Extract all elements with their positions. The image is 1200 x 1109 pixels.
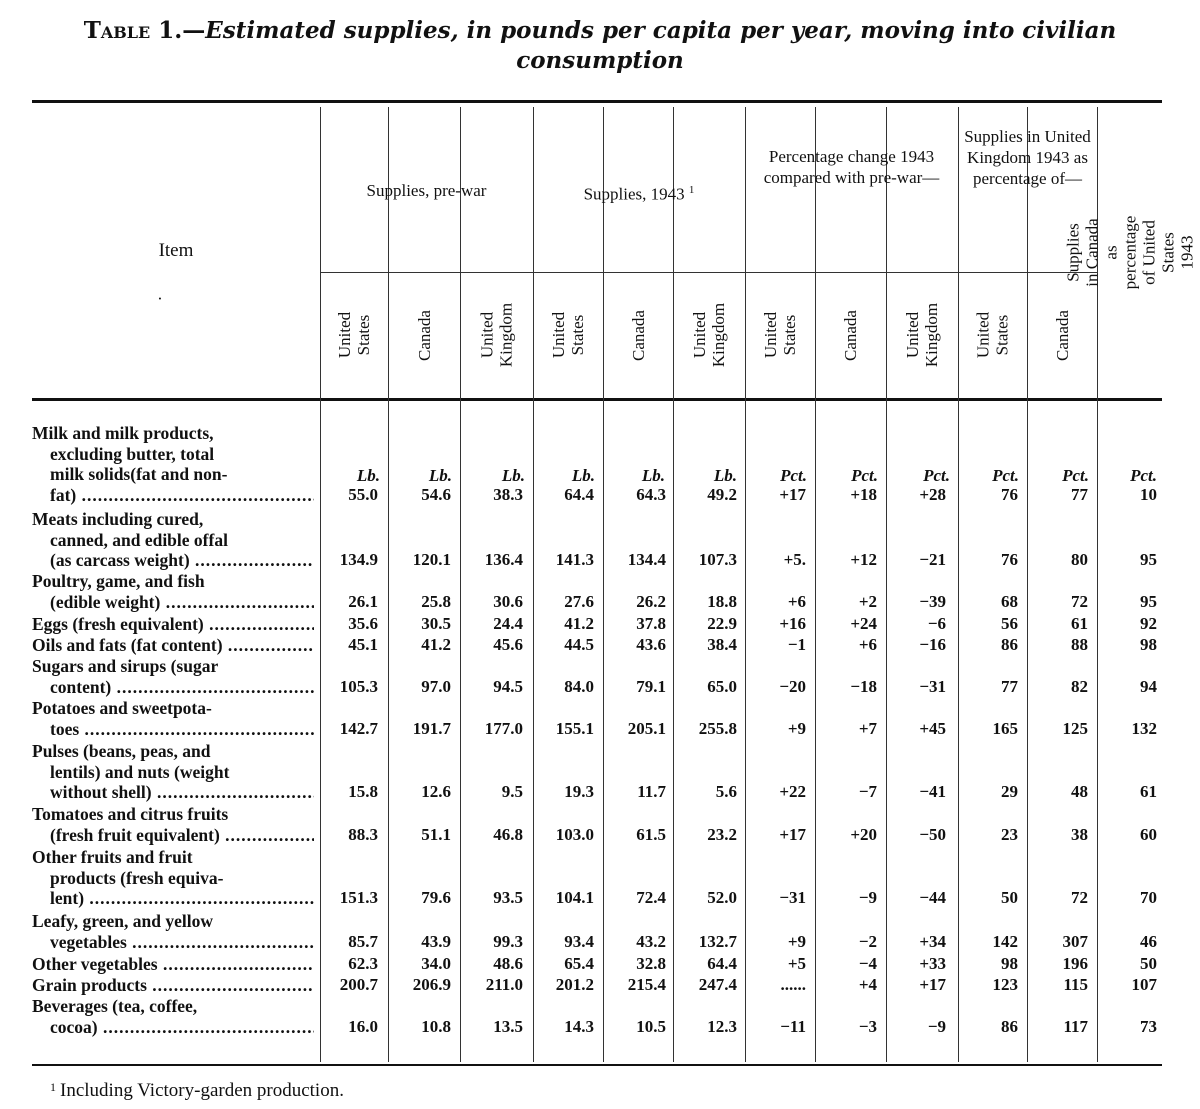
table-cell: +7: [858, 718, 877, 738]
row-item-label: [32, 954, 314, 975]
unit-label: Lb.: [428, 466, 452, 485]
row-item-label: [32, 975, 314, 996]
table-cell: 34.0: [421, 954, 451, 973]
table-cell: −39: [919, 591, 946, 611]
row-item-line: Other vegetables .....: [32, 954, 314, 975]
row-item-label: [32, 741, 314, 803]
table-cell: 191.7: [412, 718, 451, 738]
table-cell: +18: [850, 484, 877, 504]
table-cell: 61: [1071, 614, 1088, 633]
table-cell: 141.3: [555, 550, 594, 569]
table-cell: 29: [1001, 782, 1018, 801]
subheader-label: United States: [761, 311, 799, 359]
table-cell: 70: [1140, 888, 1157, 907]
subheader-pct-uk: [886, 274, 958, 396]
table-cell: −31: [919, 676, 946, 696]
table-cell: 26.2: [636, 591, 666, 611]
table-cell: 32.8: [636, 954, 666, 973]
group-underline: [745, 272, 958, 273]
group-header-pct-change: Percentage change 1943 compared with pre-war—: [763, 147, 940, 187]
table-cell: 215.4: [627, 975, 666, 994]
table-cell: 45.1: [348, 635, 378, 654]
subheader-label: Canada: [414, 309, 434, 361]
unit-label: Lb.: [501, 466, 525, 485]
table-cell: +17: [779, 824, 806, 844]
table-cell: 132.7: [698, 931, 737, 951]
table-cell: 76: [1001, 484, 1018, 504]
subheader-prewar-uk: [460, 274, 533, 396]
table-cell: 27.6: [564, 591, 594, 611]
canada-pct-header: [1063, 107, 1196, 397]
group-header-prewar: Supplies, pre-war: [366, 181, 487, 200]
row-item-label: [32, 509, 314, 571]
table-cell: 61: [1140, 782, 1157, 801]
subheader-pct-canada: [815, 274, 886, 396]
subheader-label: United Kingdom: [477, 302, 516, 368]
table-cell: 196: [1062, 954, 1088, 973]
table-cell: 14.3: [564, 1016, 594, 1036]
table-title: [10, 16, 1190, 76]
table-cell: +33: [919, 954, 946, 973]
subheader-label: Canada: [1052, 309, 1072, 361]
table-cell: 19.3: [564, 782, 594, 801]
table-cell: 26.1: [348, 591, 378, 611]
table-cell: +2: [858, 591, 877, 611]
column-divider: [815, 107, 816, 1062]
subheader-1943-uk: [673, 274, 745, 396]
subheader-label: Canada: [628, 309, 648, 361]
row-item-label: [32, 614, 314, 635]
header-rule: [32, 398, 1162, 401]
table-cell: 79.6: [421, 888, 451, 907]
group-underline: [533, 272, 745, 273]
table-cell: 68: [1001, 591, 1018, 611]
table-cell: −44: [919, 888, 946, 907]
table-cell: 200.7: [339, 975, 378, 994]
table-cell: −16: [919, 635, 946, 654]
table-cell: 9.5: [501, 782, 523, 801]
table-cell: 201.2: [555, 975, 594, 994]
table-cell: 107.3: [698, 550, 737, 569]
table-cell: 95: [1140, 550, 1157, 569]
row-item-line: lent) .....: [32, 888, 314, 909]
table-cell: 50: [1140, 954, 1157, 973]
table-cell: 76: [1001, 550, 1018, 569]
table-cell: +5.: [783, 550, 806, 569]
row-item-label: [32, 804, 314, 845]
table-cell: +4: [858, 975, 877, 994]
table-cell: 18.8: [707, 591, 737, 611]
row-item-line: Pulses (beans, peas, and: [32, 741, 211, 761]
table-cell: 134.9: [339, 550, 378, 569]
table-cell: +22: [779, 782, 806, 801]
table-cell: 247.4: [698, 975, 737, 994]
table-cell: −4: [858, 954, 877, 973]
row-item-line: Sugars and sirups (sugar: [32, 656, 219, 676]
table-cell: 77: [1071, 484, 1088, 504]
unit-label: Lb.: [356, 466, 380, 485]
table-cell: 65.0: [707, 676, 737, 696]
group-underline: [320, 272, 533, 273]
unit-label: Pct.: [992, 466, 1019, 485]
table-cell: +9: [787, 718, 806, 738]
table-cell: 255.8: [698, 718, 737, 738]
row-item-line: lentils) and nuts (weight: [50, 761, 230, 782]
group-header-1943: [533, 180, 745, 205]
table-cell: 92: [1140, 614, 1157, 633]
table-cell: 51.1: [421, 824, 451, 844]
table-cell: −9: [858, 888, 877, 907]
table-cell: 125: [1062, 718, 1088, 738]
row-item-line: Leafy, green, and yellow: [32, 911, 213, 931]
subheader-label: United States: [973, 311, 1012, 359]
table-cell: 72.4: [636, 888, 666, 907]
row-item-line: Eggs (fresh equivalent) .....: [32, 614, 314, 635]
footnote-ref: 1: [688, 184, 695, 196]
row-item-line: Grain products .....: [32, 975, 314, 996]
unit-label: Pct.: [780, 466, 807, 485]
table-cell: −20: [779, 676, 806, 696]
row-item-line: (as carcass weight) .....: [32, 550, 314, 571]
row-item-line: cocoa) .....: [32, 1017, 314, 1038]
column-divider: [886, 107, 887, 1062]
table-cell: 13.5: [493, 1016, 523, 1036]
table-cell: +34: [919, 931, 946, 951]
table-cell: 15.8: [348, 782, 378, 801]
column-divider: [533, 107, 534, 1062]
table-cell: 117: [1063, 1016, 1088, 1036]
table-cell: 142.7: [339, 718, 378, 738]
row-item-line: Oils and fats (fat content) .....: [32, 635, 314, 656]
subheader-prewar-us: [320, 274, 388, 396]
subheader-label: Canada: [840, 309, 860, 361]
subheader-label: United Kingdom: [690, 302, 728, 368]
table-cell: 94: [1140, 676, 1157, 696]
subheader-label: United Kingdom: [903, 302, 941, 368]
table-cell: 120.1: [412, 550, 451, 569]
table-cell: 155.1: [555, 718, 594, 738]
row-item-label: [32, 911, 314, 952]
table-cell: 35.6: [348, 614, 378, 633]
row-item-line: (edible weight) .....: [32, 592, 314, 613]
table-cell: +17: [919, 975, 946, 994]
table-cell: −21: [919, 550, 946, 569]
table-cell: 72: [1071, 591, 1088, 611]
table-cell: +6: [787, 591, 806, 611]
row-item-line: excluding butter, total: [50, 443, 215, 464]
table-cell: 10.5: [636, 1016, 666, 1036]
table-cell: 37.8: [636, 614, 666, 633]
unit-label: Lb.: [571, 466, 595, 485]
table-cell: 86: [1001, 635, 1018, 654]
row-item-line: Tomatoes and citrus fruits: [32, 804, 229, 824]
unit-label: Pct.: [923, 466, 950, 485]
table-cell: −2: [858, 931, 877, 951]
subheader-ukpct-us: [958, 274, 1027, 396]
table-label: Table 1.—: [83, 17, 206, 44]
table-cell: 5.6: [715, 782, 737, 801]
row-item-line: Beverages (tea, coffee,: [32, 996, 198, 1016]
table-cell: 115: [1063, 975, 1088, 994]
table-cell: 123: [992, 975, 1018, 994]
table-cell: 107: [1131, 975, 1157, 994]
row-item-line: toes .....: [32, 719, 314, 740]
table-cell: −50: [919, 824, 946, 844]
table-cell: 46.8: [493, 824, 523, 844]
table-cell: 104.1: [555, 888, 594, 907]
table-cell: 22.9: [707, 614, 737, 633]
column-divider: [1027, 107, 1028, 1062]
table-cell: 142: [992, 931, 1018, 951]
row-item-line: milk solids(fat and non-: [50, 464, 228, 484]
table-cell: +28: [919, 484, 946, 504]
table-cell: 48.6: [493, 954, 523, 973]
table-cell: +12: [850, 550, 877, 569]
table-cell: 105.3: [339, 676, 378, 696]
subheader-1943-us: [533, 274, 603, 396]
row-item-line: Meats including cured,: [32, 509, 204, 529]
footnote-mark: 1: [50, 1080, 56, 1094]
table-cell: +24: [850, 614, 877, 633]
table-cell: 205.1: [627, 718, 666, 738]
table-cell: −31: [779, 888, 806, 907]
table-cell: 10.8: [421, 1016, 451, 1036]
table-cell: 43.6: [636, 635, 666, 654]
item-header: Item: [158, 240, 194, 261]
table-cell: 54.6: [421, 484, 451, 504]
table-cell: 134.4: [627, 550, 666, 569]
table-cell: 48: [1071, 782, 1088, 801]
table-cell: 38.3: [493, 484, 523, 504]
table-cell: 16.0: [348, 1016, 378, 1036]
table-cell: 30.6: [493, 591, 523, 611]
table-cell: 80: [1071, 550, 1088, 569]
table-cell: 64.4: [707, 954, 737, 973]
table-cell: 56: [1001, 614, 1018, 633]
table-cell: 82: [1071, 676, 1088, 696]
column-divider: [745, 107, 746, 1062]
table-cell: −41: [919, 782, 946, 801]
table-cell: 97.0: [421, 676, 451, 696]
subheader-ukpct-canada: [1027, 274, 1097, 396]
column-divider: [603, 107, 604, 1062]
row-item-line: vegetables .....: [32, 932, 314, 953]
table-cell: 23.2: [707, 824, 737, 844]
unit-label: Pct.: [851, 466, 878, 485]
table-cell: −7: [858, 782, 877, 801]
unit-label: Pct.: [1130, 466, 1157, 485]
table-cell: 23: [1001, 824, 1018, 844]
group-header-1943-label: Supplies, 1943: [583, 184, 685, 204]
table-cell: 165: [992, 718, 1018, 738]
table-cell: +5: [787, 954, 806, 973]
column-divider: [320, 107, 321, 1062]
table-cell: 95: [1140, 591, 1157, 611]
table-cell: 11.7: [637, 782, 666, 801]
table-cell: 41.2: [564, 614, 594, 633]
table-cell: 50: [1001, 888, 1018, 907]
subheader-label: United States: [335, 311, 373, 359]
table-cell: 132: [1131, 718, 1157, 738]
footnote: [50, 1080, 344, 1102]
table-cell: 98: [1140, 635, 1157, 654]
table-cell: 46: [1140, 931, 1157, 951]
table-cell: +17: [779, 484, 806, 504]
row-item-line: fat) .....: [32, 485, 314, 506]
table-cell: 12.6: [421, 782, 451, 801]
top-rule: [32, 100, 1162, 103]
bottom-rule: [32, 1064, 1162, 1066]
row-item-label: [32, 571, 314, 612]
table-cell: 211.0: [485, 975, 523, 994]
subheader-1943-canada: [603, 274, 673, 396]
row-item-label: [32, 656, 314, 697]
subheader-pct-us: [745, 274, 815, 396]
table-cell: 151.3: [339, 888, 378, 907]
table-cell: 43.9: [421, 931, 451, 951]
table-cell: −3: [858, 1016, 877, 1036]
row-item-label: [32, 847, 314, 909]
table-cell: 49.2: [707, 484, 737, 504]
row-item-line: canned, and edible offal: [50, 529, 228, 550]
subheader-label: United States: [549, 311, 587, 359]
unit-label: Lb.: [641, 466, 665, 485]
table-cell: 60: [1140, 824, 1157, 844]
row-item-line: products (fresh equiva-: [50, 867, 224, 888]
row-item-label: [32, 423, 314, 505]
table-cell: +16: [779, 614, 806, 633]
table-cell: +45: [919, 718, 946, 738]
unit-label: Lb.: [713, 466, 737, 485]
table-cell: 93.5: [493, 888, 523, 907]
table-cell: 94.5: [493, 676, 523, 696]
table-cell: 72: [1071, 888, 1088, 907]
row-item-line: Potatoes and sweetpota-: [32, 698, 212, 718]
row-item-line: Other fruits and fruit: [32, 847, 193, 867]
table-cell: 77: [1001, 676, 1018, 696]
table-cell: 307: [1062, 931, 1088, 951]
table-cell: 55.0: [348, 484, 378, 504]
table-cell: 99.3: [493, 931, 523, 951]
table-cell: −11: [780, 1016, 806, 1036]
column-divider: [460, 107, 461, 1062]
table-cell: 24.4: [493, 614, 523, 633]
canada-pct-header-text: Supplies in Canada as percentage of United States 1943: [1063, 215, 1196, 289]
table-cell: −18: [850, 676, 877, 696]
table-cell: 61.5: [636, 824, 666, 844]
table-cell: 62.3: [348, 954, 378, 973]
table-cell: 64.4: [564, 484, 594, 504]
table-caption: Estimated supplies, in pounds per capita per year, moving into civilian consumption: [205, 17, 1117, 74]
table-cell: +9: [787, 931, 806, 951]
table-cell: 10: [1140, 484, 1157, 504]
table-cell: 206.9: [412, 975, 451, 994]
table-cell: +20: [850, 824, 877, 844]
table-cell: −1: [787, 635, 806, 654]
table-cell: 65.4: [564, 954, 594, 973]
table-cell: 52.0: [707, 888, 737, 907]
table-cell: 93.4: [564, 931, 594, 951]
table-cell: −9: [927, 1016, 946, 1036]
table-cell: 79.1: [636, 676, 666, 696]
table-cell: 86: [1001, 1016, 1018, 1036]
row-item-line: Milk and milk products,: [32, 423, 214, 443]
table-cell: 43.2: [636, 931, 666, 951]
table-cell: 64.3: [636, 484, 666, 504]
table-cell: 88.3: [348, 824, 378, 844]
row-item-label: [32, 635, 314, 656]
column-divider: [388, 107, 389, 1062]
row-item-line: content) .....: [32, 677, 314, 698]
table-cell: 12.3: [707, 1016, 737, 1036]
table-cell: −6: [927, 614, 946, 633]
row-item-line: Poultry, game, and fish: [32, 571, 205, 591]
table-cell: 44.5: [564, 635, 594, 654]
subheader-prewar-canada: [388, 274, 460, 396]
row-item-label: [32, 698, 314, 739]
group-header-uk-pct: Supplies in United Kingdom 1943 as percentage of—: [964, 127, 1091, 188]
column-divider: [673, 107, 674, 1062]
table-cell: 177.0: [484, 718, 523, 738]
table-cell: 98: [1001, 954, 1018, 973]
table-cell: +6: [858, 635, 877, 654]
footnote-text: Including Victory-garden production.: [60, 1080, 344, 1101]
row-item-line: (fresh fruit equivalent) .....: [32, 825, 314, 846]
table-cell: 30.5: [421, 614, 451, 633]
table-cell: 25.8: [421, 591, 451, 611]
table-cell: 41.2: [421, 635, 451, 654]
row-item-line: without shell) .....: [32, 782, 314, 803]
table-cell: 38.4: [707, 635, 737, 654]
table-cell: 103.0: [555, 824, 594, 844]
table-cell: 88: [1071, 635, 1088, 654]
table-cell: 38: [1071, 824, 1088, 844]
table-cell: 45.6: [493, 635, 523, 654]
table-cell: ......: [780, 975, 806, 994]
table-cell: 84.0: [564, 676, 594, 696]
table-cell: 73: [1140, 1016, 1157, 1036]
table-cell: 85.7: [348, 931, 378, 951]
table-cell: 136.4: [484, 550, 523, 569]
item-header-dot: ·: [157, 289, 163, 308]
unit-label: Pct.: [1062, 466, 1089, 485]
row-item-label: [32, 996, 314, 1037]
column-divider: [958, 107, 959, 1062]
